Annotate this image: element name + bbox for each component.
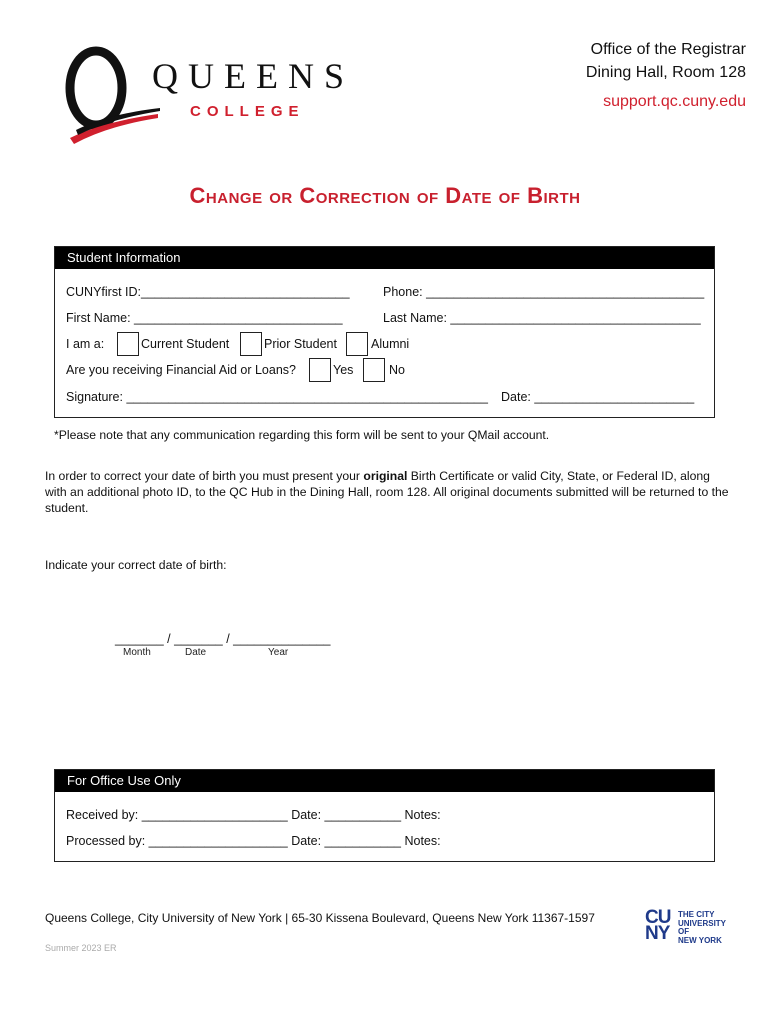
- office-use-header: For Office Use Only: [55, 770, 714, 792]
- cuny-logo-words: [678, 911, 726, 945]
- footer-version: Summer 2023 ER: [45, 943, 117, 953]
- footer-address: Queens College, City University of New York | 65-30 Kissena Boulevard, Queens New York 11367-1597: [45, 911, 595, 925]
- queens-q-logo-icon: [62, 40, 162, 150]
- alumni-checkbox[interactable]: [346, 332, 368, 356]
- logo-college-text: COLLEGE: [190, 103, 305, 120]
- office-info: [586, 38, 746, 113]
- qmail-note: *Please note that any communication regarding this form will be sent to your QMail account.: [54, 428, 550, 442]
- dob-date-label: Date: [185, 647, 207, 658]
- instructions-part1: In order to correct your date of birth you must present your: [45, 469, 364, 483]
- alumni-label: Alumni: [371, 337, 410, 351]
- dob-entry-line[interactable]: _______ / _______ / ______________: [115, 632, 331, 646]
- cunyfirst-id-field[interactable]: CUNYfirst ID:______________________________: [66, 285, 350, 299]
- page-title: Change or Correction of Date of Birth: [189, 183, 581, 208]
- cuny-logo-t1: THE CITY: [678, 910, 715, 919]
- last-name-field[interactable]: Last Name: ____________________________________: [383, 311, 701, 325]
- prior-student-checkbox[interactable]: [240, 332, 262, 356]
- financial-aid-no-checkbox[interactable]: [363, 358, 385, 382]
- financial-aid-yes-checkbox[interactable]: [309, 358, 331, 382]
- signature-date-field[interactable]: Date: _______________________: [501, 390, 695, 404]
- dob-prompt: Indicate your correct date of birth:: [45, 558, 227, 572]
- cuny-logo-letters: [645, 907, 671, 944]
- current-student-label: Current Student: [141, 337, 230, 351]
- office-name: Office of the Registrar: [590, 41, 746, 58]
- current-student-checkbox[interactable]: [117, 332, 139, 356]
- financial-aid-no-label: No: [389, 363, 405, 377]
- received-by-field[interactable]: Received by: _____________________ Date: ___________ Notes:: [66, 808, 441, 822]
- instructions-paragraph: [45, 468, 730, 516]
- support-link[interactable]: support.qc.cuny.edu: [603, 93, 746, 110]
- instructions-bold: original: [363, 469, 408, 483]
- financial-aid-label: Are you receiving Financial Aid or Loans?: [66, 363, 296, 377]
- cuny-logo-cu: CU: [645, 907, 671, 928]
- financial-aid-yes-label: Yes: [333, 363, 354, 377]
- first-name-field[interactable]: First Name: ______________________________: [66, 311, 343, 325]
- instructions-part2: Birth Certificate or valid City, State, or Federal ID, along with an additional photo ID, to the QC Hub in the Dining Hall, room 128. All original documents submitted will be returned to the student.: [45, 469, 729, 515]
- signature-field[interactable]: Signature: ____________________________________________________: [66, 390, 488, 404]
- prior-student-label: Prior Student: [264, 337, 337, 351]
- i-am-a-label: I am a:: [66, 337, 105, 351]
- student-info-header: Student Information: [55, 247, 714, 269]
- processed-by-field[interactable]: Processed by: ____________________ Date: ___________ Notes:: [66, 834, 441, 848]
- cuny-logo-t4: NEW YORK: [678, 935, 722, 945]
- dob-month-label: Month: [123, 647, 151, 658]
- phone-field[interactable]: Phone: ________________________________________: [383, 285, 705, 299]
- cuny-logo-t2: UNIVERSITY: [678, 918, 727, 928]
- logo-queens-text: QUEENS: [152, 56, 354, 96]
- dob-year-label: Year: [268, 647, 289, 658]
- cuny-logo-t3: OF: [678, 927, 690, 936]
- cuny-logo-ny: NY: [645, 923, 670, 944]
- office-location: Dining Hall, Room 128: [585, 64, 746, 81]
- cuny-logo: [645, 907, 727, 950]
